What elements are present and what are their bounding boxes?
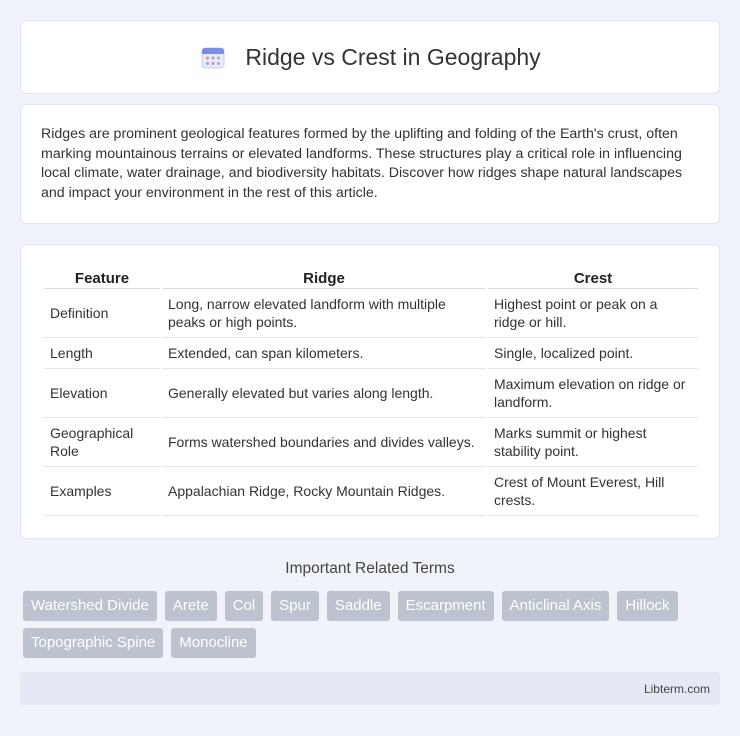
table-row [44, 418, 698, 467]
table-cell: Length [44, 338, 160, 369]
term-tag[interactable]: Col [225, 591, 264, 621]
term-tag[interactable]: Hillock [617, 591, 677, 621]
table-cell: Appalachian Ridge, Rocky Mountain Ridges. [162, 467, 486, 516]
table-row [44, 369, 698, 418]
table-cell: Generally elevated but varies along length. [162, 369, 486, 418]
footer-site-link[interactable]: Libterm.com [643, 681, 710, 696]
calendar-icon [199, 43, 227, 71]
term-tag[interactable]: Monocline [171, 628, 255, 658]
intro-card [20, 104, 720, 224]
table-cell: Crest of Mount Everest, Hill crests. [488, 467, 698, 516]
header-crest: Crest [488, 265, 698, 289]
intro-text: Ridges are prominent geological features formed by the uplifting and folding of the Earth's crust, often marking mountainous terrains or elevated landforms. These structures play a critical role in influencing local climate, water drainage, and biodiversity habitats. Discover how ridges shape natural landscapes and impact your environment in the rest of this article. [41, 126, 683, 201]
table-row [44, 338, 698, 369]
table-cell: Long, narrow elevated landform with multiple peaks or high points. [162, 289, 486, 338]
related-terms-title: Important Related Terms [285, 560, 455, 577]
table-cell: Elevation [44, 369, 160, 418]
footer [20, 672, 720, 705]
page-title: Ridge vs Crest in Geography [245, 43, 541, 70]
related-terms-list [23, 591, 723, 658]
table-cell: Highest point or peak on a ridge or hill. [488, 289, 698, 338]
header-card [20, 20, 720, 94]
term-tag[interactable]: Watershed Divide [23, 591, 157, 621]
table-cell: Forms watershed boundaries and divides valleys. [162, 418, 486, 467]
table-cell: Marks summit or highest stability point. [488, 418, 698, 467]
term-tag[interactable]: Arete [165, 591, 217, 621]
table-cell: Definition [44, 289, 160, 338]
table-cell: Maximum elevation on ridge or landform. [488, 369, 698, 418]
table-row [44, 289, 698, 338]
header-feature: Feature [44, 265, 160, 289]
table-cell: Geographical Role [44, 418, 160, 467]
comparison-table [42, 265, 700, 516]
term-tag[interactable]: Escarpment [398, 591, 494, 621]
term-tag[interactable]: Spur [271, 591, 319, 621]
table-cell: Single, localized point. [488, 338, 698, 369]
table-cell: Examples [44, 467, 160, 516]
term-tag[interactable]: Anticlinal Axis [502, 591, 610, 621]
table-header-row [44, 265, 698, 289]
term-tag[interactable]: Topographic Spine [23, 628, 163, 658]
table-cell: Extended, can span kilometers. [162, 338, 486, 369]
header-ridge: Ridge [162, 265, 486, 289]
table-row [44, 467, 698, 516]
comparison-card [20, 244, 720, 539]
term-tag[interactable]: Saddle [327, 591, 390, 621]
